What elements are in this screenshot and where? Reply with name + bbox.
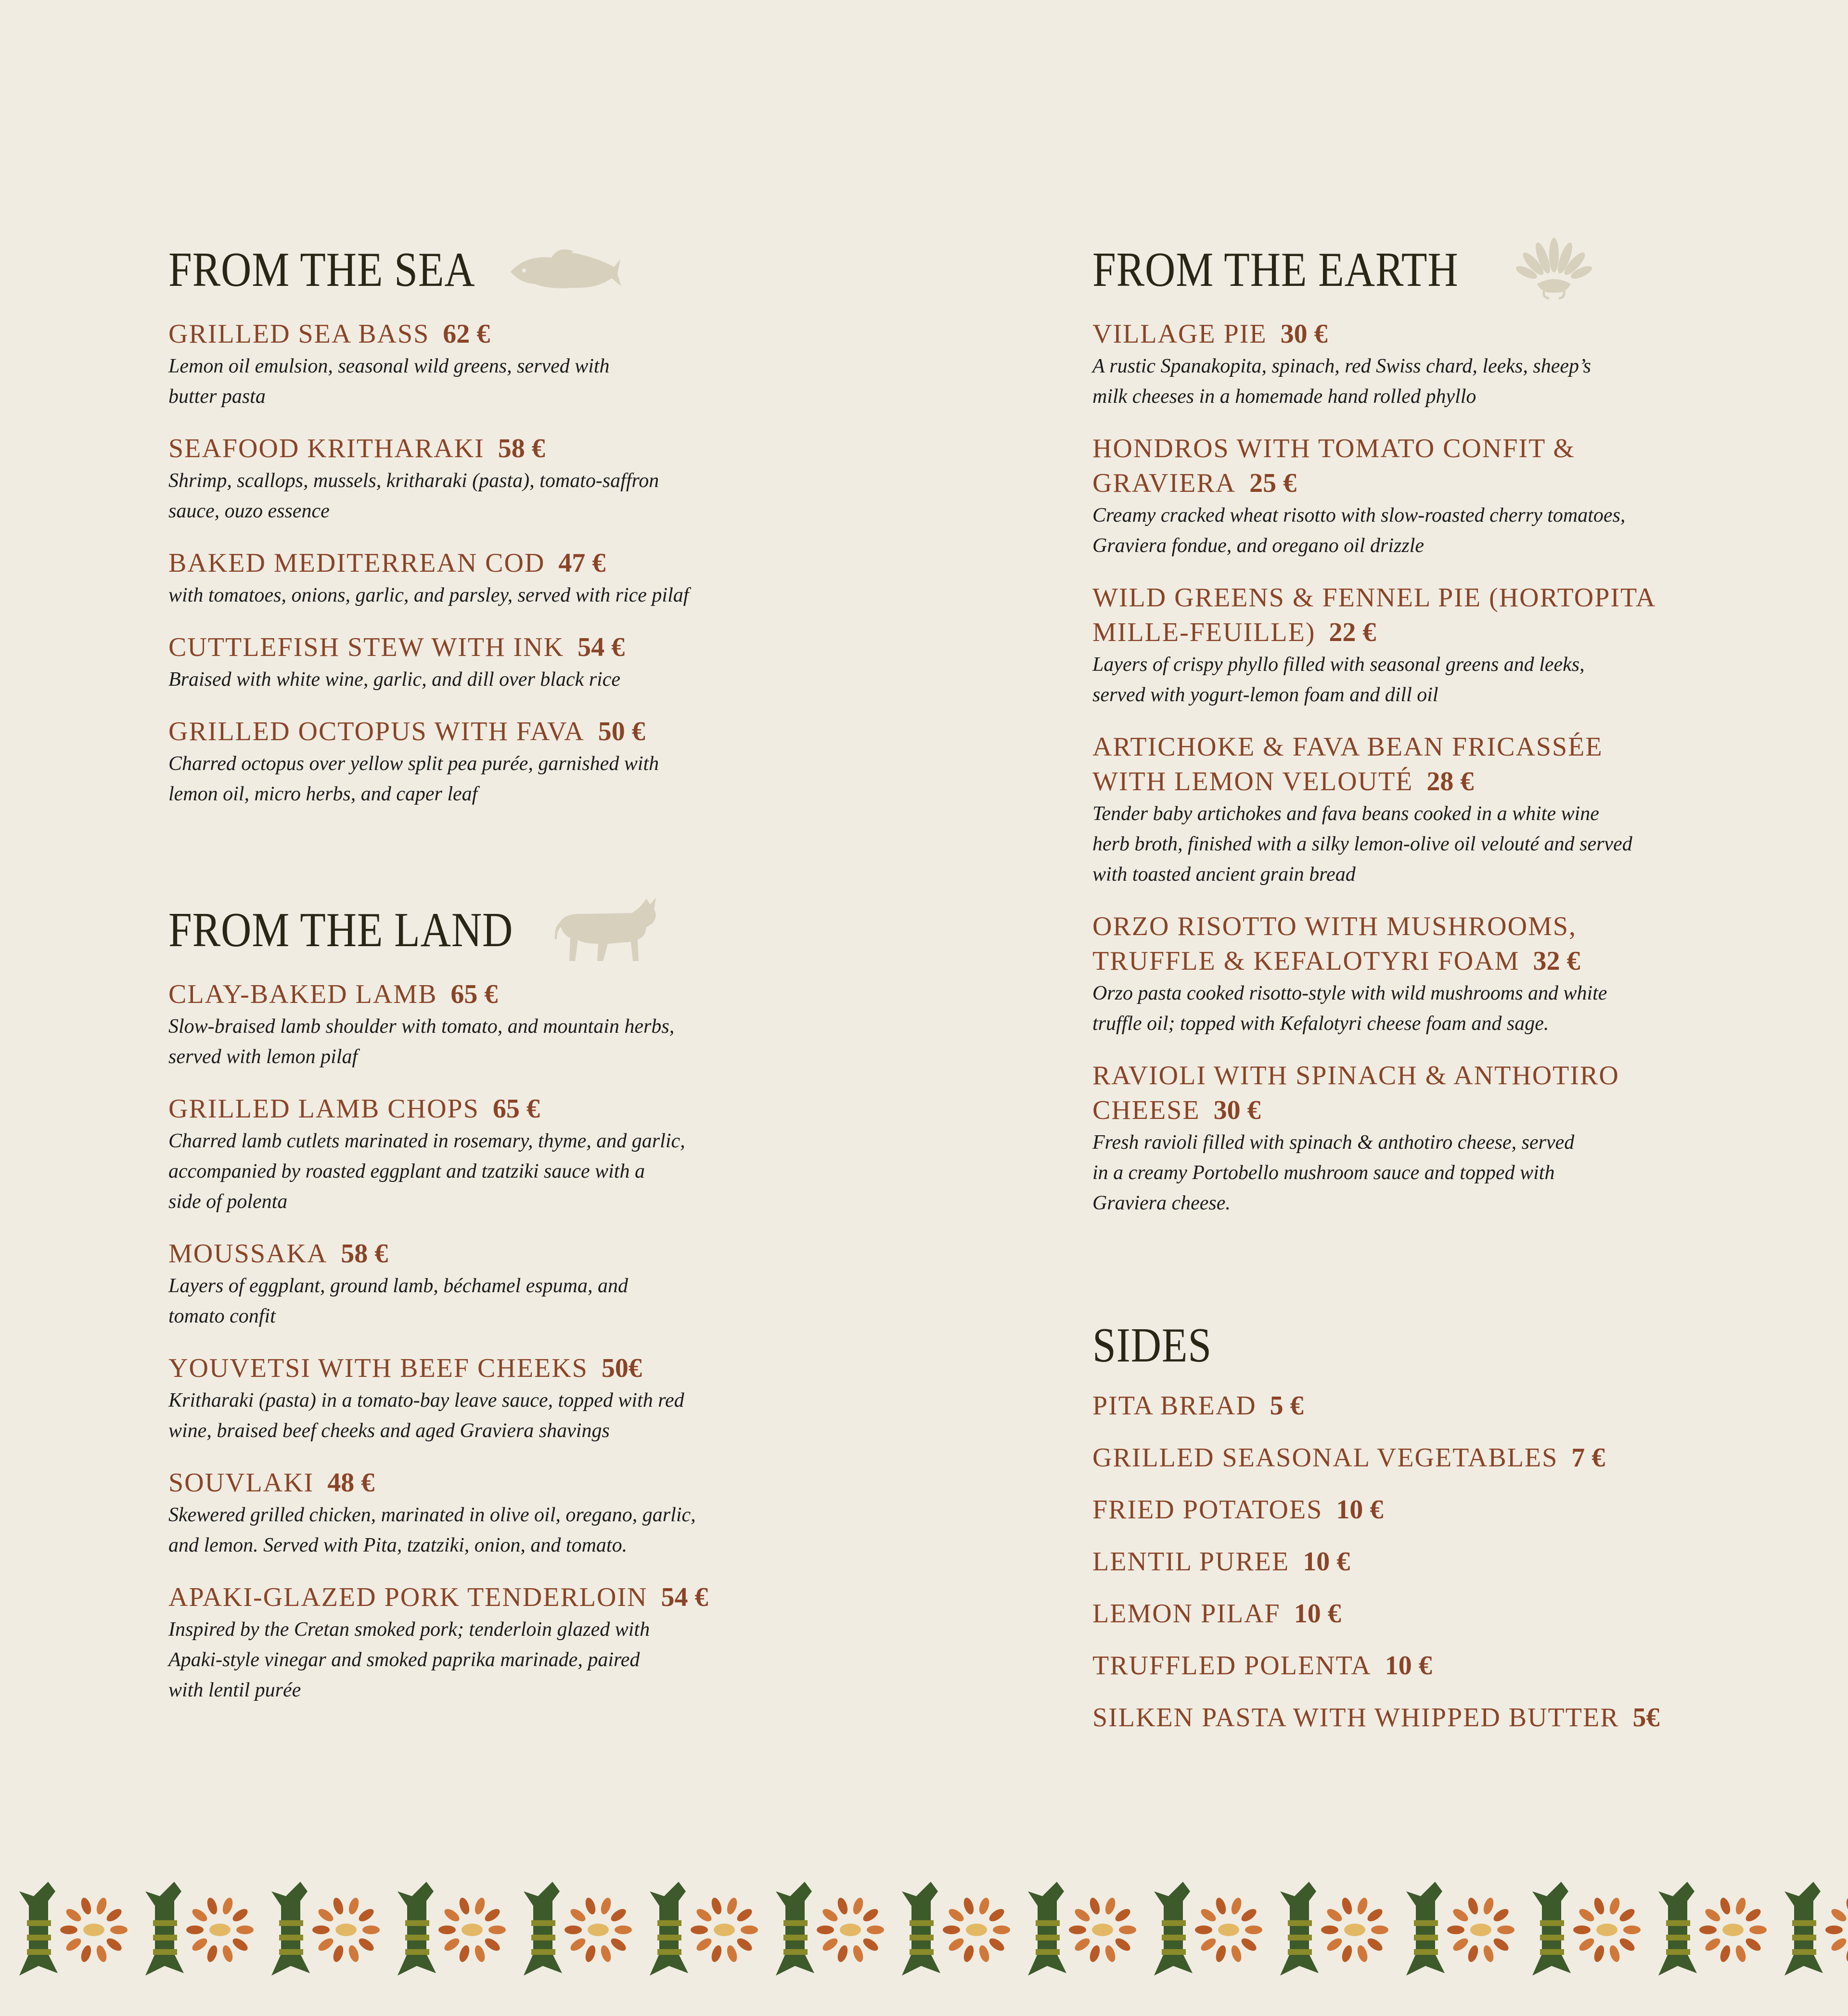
- item-name: [1092, 1388, 1766, 1423]
- bull-icon: [550, 894, 661, 966]
- item-name: [168, 546, 987, 580]
- item-name: [1092, 1544, 1766, 1579]
- menu-item: [1092, 431, 1766, 561]
- item-price: 32 €: [1533, 946, 1580, 976]
- item-name: [168, 431, 987, 466]
- item-title: VILLAGE PIE: [1092, 319, 1267, 349]
- item-description: Tender baby artichokes and fava beans cooked in a white wine herb broth, finished with a silky lemon-olive oil velouté and served with toasted ancient grain bread: [1092, 803, 1632, 886]
- item-name: [1092, 1058, 1766, 1128]
- item-name: [168, 1091, 987, 1126]
- item-title-line2: TRUFFLE & KEFALOTYRI FOAM: [1092, 946, 1520, 976]
- border-motif: [19, 1882, 128, 1976]
- item-description: Skewered grilled chicken, marinated in olive oil, oregano, garlic, and lemon. Served with Pita, tzatziki, onion, and tomato.: [168, 1504, 696, 1556]
- item-description: Kritharaki (pasta) in a tomato-bay leave sauce, topped with red wine, braised beef cheeks and aged Graviera shavings: [168, 1389, 684, 1442]
- item-description: Lemon oil emulsion, seasonal wild greens, served with butter pasta: [168, 355, 610, 408]
- item-name: [168, 714, 987, 749]
- item-title-line2: CHEESE: [1092, 1095, 1200, 1125]
- section-header: [168, 236, 987, 303]
- border-motif: [776, 1882, 884, 1976]
- menu-item: [168, 1465, 987, 1561]
- menu-item: [168, 977, 987, 1072]
- menu-item: [1092, 580, 1766, 710]
- item-price: 28 €: [1426, 767, 1474, 796]
- item-title: CLAY-BAKED LAMB: [168, 979, 437, 1009]
- item-price: 5€: [1632, 1703, 1660, 1733]
- border-motif: [398, 1882, 506, 1976]
- item-name: [1092, 317, 1766, 351]
- item-title: LEMON PILAF: [1092, 1599, 1281, 1629]
- decorative-border: [0, 1877, 1848, 1988]
- item-title: YOUVETSI WITH BEEF CHEEKS: [168, 1353, 588, 1383]
- item-title: GRILLED SEA BASS: [168, 319, 430, 349]
- menu-item: [168, 546, 987, 611]
- item-price: 22 €: [1329, 617, 1376, 647]
- item-price: 48 €: [327, 1468, 375, 1498]
- border-motif: [650, 1882, 758, 1976]
- section-header: [1092, 236, 1766, 303]
- item-price: 50 €: [598, 717, 645, 746]
- item-name: [1092, 1700, 1766, 1735]
- item-price: 30 €: [1213, 1095, 1261, 1125]
- item-title: LENTIL PUREE: [1092, 1547, 1290, 1577]
- menu-item: [1092, 1492, 1766, 1527]
- item-price: 65 €: [492, 1094, 540, 1124]
- item-price: 10 €: [1385, 1651, 1432, 1681]
- item-price: 10 €: [1303, 1547, 1350, 1577]
- menu-item: [168, 317, 987, 412]
- item-description: A rustic Spanakopita, spinach, red Swiss chard, leeks, sheep’s milk cheeses in a homemade hand rolled phyllo: [1092, 355, 1591, 408]
- item-description: Layers of eggplant, ground lamb, béchamel espuma, and tomato confit: [168, 1275, 629, 1327]
- section-sea: [168, 236, 987, 809]
- menu-item: [1092, 909, 1766, 1039]
- menu-item: [168, 1580, 987, 1706]
- menu-item: [1092, 1058, 1766, 1219]
- item-price: 10 €: [1336, 1495, 1384, 1525]
- item-price: 58 €: [341, 1239, 388, 1269]
- menu-item: [1092, 1648, 1766, 1683]
- item-price: 54 €: [578, 632, 625, 662]
- border-motif: [1280, 1882, 1388, 1976]
- item-title: SILKEN PASTA WITH WHIPPED BUTTER: [1092, 1703, 1619, 1733]
- menu-item: [1092, 1440, 1766, 1475]
- item-title: GRILLED LAMB CHOPS: [168, 1094, 479, 1124]
- item-name: [1092, 1440, 1766, 1475]
- menu-item: [1092, 1700, 1766, 1735]
- item-name: [168, 317, 987, 351]
- border-motif: [1406, 1882, 1514, 1976]
- item-name: [1092, 730, 1766, 799]
- menu-item: [168, 630, 987, 695]
- item-description: Charred octopus over yellow split pea purée, garnished with lemon oil, micro herbs, and caper leaf: [168, 753, 659, 805]
- item-title: RAVIOLI WITH SPINACH & ANTHOTIRO: [1092, 1061, 1619, 1091]
- item-name: [168, 977, 987, 1012]
- menu-item: [168, 431, 987, 526]
- menu-item: [1092, 317, 1766, 412]
- border-motif: [145, 1882, 254, 1976]
- section-header: [1092, 1311, 1766, 1379]
- section-sides: [1092, 1311, 1766, 1735]
- item-price: 7 €: [1571, 1443, 1605, 1473]
- item-description: Slow-braised lamb shoulder with tomato, and mountain herbs, served with lemon pilaf: [168, 1015, 675, 1068]
- menu-item: [168, 1351, 987, 1446]
- border-motif: [271, 1882, 380, 1976]
- item-price: 50€: [601, 1353, 642, 1383]
- item-description: Creamy cracked wheat risotto with slow-roasted cherry tomatoes, Graviera fondue, and oregano oil drizzle: [1092, 504, 1626, 557]
- item-name: [1092, 1596, 1766, 1631]
- border-motif: [902, 1882, 1010, 1976]
- item-price: 58 €: [498, 434, 545, 463]
- item-name: [1092, 1492, 1766, 1527]
- item-name: [168, 1465, 987, 1500]
- item-title-line2: MILLE-FEUILLE): [1092, 617, 1316, 647]
- item-title: FRIED POTATOES: [1092, 1495, 1323, 1525]
- item-description: Charred lamb cutlets marinated in rosemary, thyme, and garlic, accompanied by roasted eggplant and tzatziki sauce with a side of polenta: [168, 1130, 685, 1213]
- item-description: Layers of crispy phyllo filled with seasonal greens and leeks, served with yogurt-lemon foam and dill oil: [1092, 654, 1585, 706]
- border-motif: [1154, 1882, 1262, 1976]
- item-name: [1092, 580, 1766, 650]
- item-price: 54 €: [661, 1582, 708, 1612]
- item-name: [168, 1580, 987, 1615]
- menu-item: [1092, 730, 1766, 890]
- item-price: 30 €: [1280, 319, 1328, 349]
- item-description: with tomatoes, onions, garlic, and parsley, served with rice pilaf: [168, 584, 689, 606]
- item-name: [1092, 431, 1766, 501]
- menu-item: [1092, 1596, 1766, 1631]
- item-title: HONDROS WITH TOMATO CONFIT &: [1092, 434, 1575, 463]
- item-name: [168, 1236, 987, 1271]
- menu-item: [168, 714, 987, 809]
- item-title-line2: GRAVIERA: [1092, 468, 1236, 498]
- item-title: WILD GREENS & FENNEL PIE (HORTOPITA: [1092, 583, 1656, 613]
- item-title: BAKED MEDITERREAN COD: [168, 548, 545, 578]
- menu-item: [1092, 1544, 1766, 1579]
- fish-icon: [506, 241, 621, 298]
- border-motif: [524, 1882, 632, 1976]
- border-motif: [1028, 1882, 1136, 1976]
- section-land: [168, 896, 987, 1706]
- item-description: Orzo pasta cooked risotto-style with wild mushrooms and white truffle oil; topped with Kefalotyri cheese foam and sage.: [1092, 982, 1607, 1035]
- section-header: [168, 896, 987, 963]
- menu-item: [168, 1236, 987, 1332]
- item-title: PITA BREAD: [1092, 1391, 1257, 1421]
- item-title: GRILLED OCTOPUS WITH FAVA: [168, 717, 585, 746]
- item-title: ORZO RISOTTO WITH MUSHROOMS,: [1092, 912, 1577, 941]
- item-title: SOUVLAKI: [168, 1468, 314, 1498]
- item-title-line2: WITH LEMON VELOUTÉ: [1092, 767, 1413, 796]
- item-name: [168, 1351, 987, 1386]
- border-motif: [1658, 1882, 1767, 1976]
- section-title: FROM THE LAND: [168, 902, 513, 957]
- item-price: 25 €: [1249, 468, 1297, 498]
- border-motif: [1532, 1882, 1641, 1976]
- item-price: 47 €: [558, 548, 606, 578]
- item-title: APAKI-GLAZED PORK TENDERLOIN: [168, 1582, 648, 1612]
- item-name: [168, 630, 987, 665]
- menu-item: [168, 1091, 987, 1217]
- menu-item: [1092, 1388, 1766, 1423]
- item-title: ARTICHOKE & FAVA BEAN FRICASSÉE: [1092, 732, 1603, 762]
- item-title: CUTTLEFISH STEW WITH INK: [168, 632, 565, 662]
- section-title: FROM THE SEA: [168, 242, 475, 297]
- item-price: 5 €: [1270, 1391, 1304, 1421]
- border-motif: [1784, 1882, 1848, 1976]
- section-title: FROM THE EARTH: [1092, 242, 1459, 297]
- item-name: [1092, 1648, 1766, 1683]
- item-description: Braised with white wine, garlic, and dill over black rice: [168, 668, 621, 691]
- item-price: 65 €: [450, 979, 498, 1009]
- item-price: 10 €: [1294, 1599, 1341, 1629]
- item-price: 62 €: [443, 319, 490, 349]
- item-title: TRUFFLED POLENTA: [1092, 1651, 1372, 1681]
- item-title: SEAFOOD KRITHARAKI: [168, 434, 485, 463]
- item-description: Shrimp, scallops, mussels, kritharaki (pasta), tomato-saffron sauce, ouzo essence: [168, 470, 659, 522]
- item-description: Inspired by the Cretan smoked pork; tenderloin glazed with Apaki-style vinegar and smoked paprika marinade, paired with lentil purée: [168, 1618, 650, 1701]
- section-title: SIDES: [1092, 1318, 1212, 1373]
- item-description: Fresh ravioli filled with spinach & anthotiro cheese, served in a creamy Portobello mushroom sauce and topped with Graviera cheese.: [1092, 1131, 1575, 1214]
- section-earth: [1092, 236, 1766, 1219]
- item-name: [1092, 909, 1766, 978]
- item-title: MOUSSAKA: [168, 1239, 328, 1269]
- item-title: GRILLED SEASONAL VEGETABLES: [1092, 1443, 1558, 1473]
- shell-icon: [1513, 236, 1595, 303]
